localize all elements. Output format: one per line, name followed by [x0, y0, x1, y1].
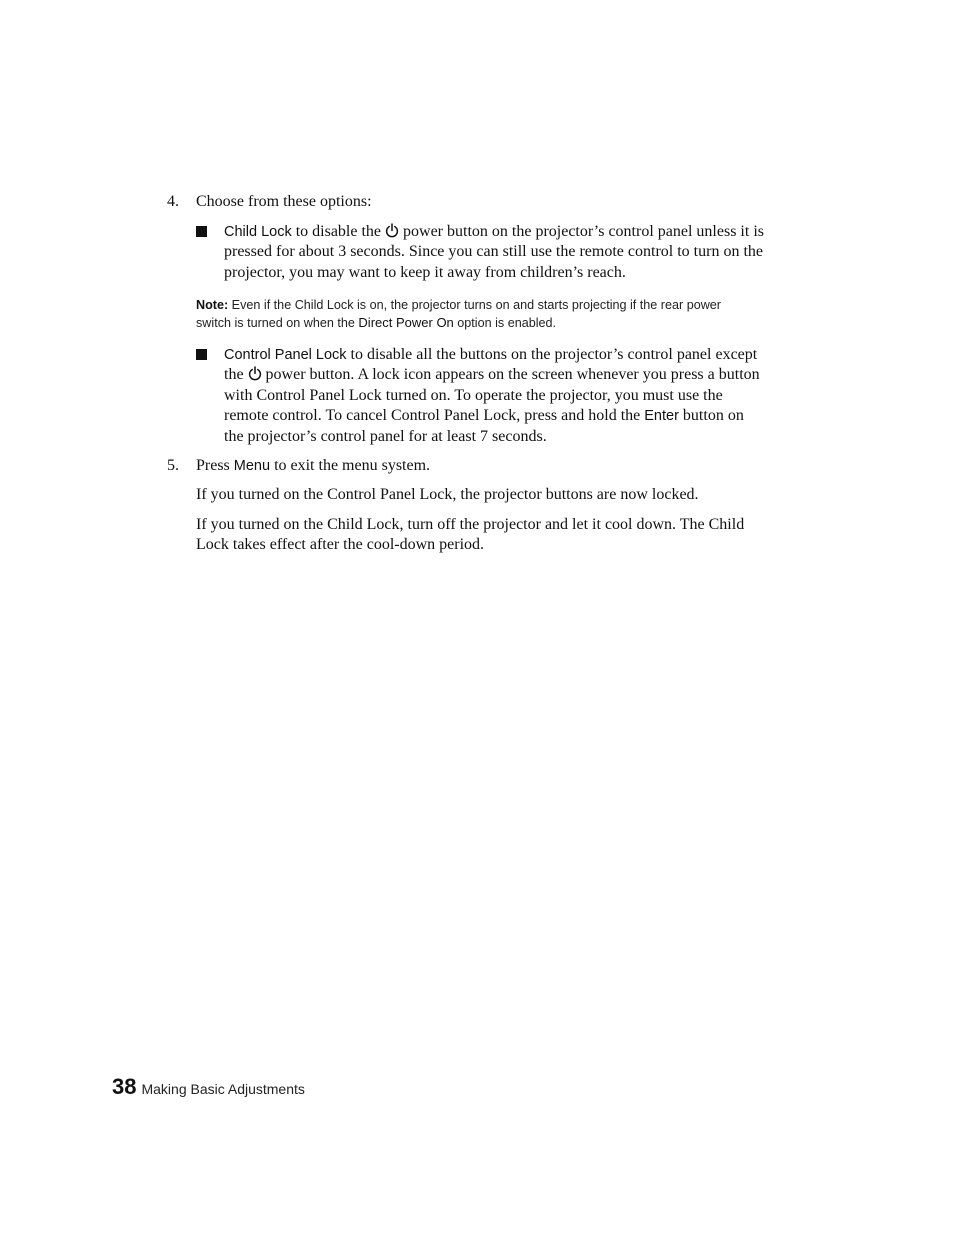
child-lock-line-3: projector, you may want to keep it away from children’s reach. — [224, 263, 626, 281]
enter-term: Enter — [644, 408, 679, 425]
section-title: Making Basic Adjustments — [141, 1081, 305, 1097]
paragraph-control-panel-lock: If you turned on the Control Panel Lock, the projector buttons are now locked. — [196, 486, 699, 503]
step-number-5: 5. — [167, 457, 179, 474]
child-lock-line-1: Child Lock to disable the power button on the projector’s control panel unless it is — [224, 223, 764, 240]
note-label: Note: — [196, 298, 229, 312]
square-bullet-icon — [196, 349, 207, 360]
note-line-1: Note: Even if the Child Lock is on, the projector turns on and starts projecting if the rear power — [196, 298, 721, 312]
cpl-line-5: the projector’s control panel for at least 7 seconds. — [224, 427, 547, 445]
note-block — [196, 297, 788, 332]
cpl-line-1: Control Panel Lock to disable all the buttons on the projector’s control panel except — [224, 346, 758, 363]
note-line-2: switch is turned on when the Direct Power On option is enabled. — [196, 315, 557, 330]
cpl-line-3: with Control Panel Lock turned on. To operate the projector, you must use the — [224, 386, 723, 404]
child-lock-bullet — [224, 222, 786, 283]
step-5-text: Press Menu to exit the menu system. — [196, 457, 431, 474]
direct-power-on-term: Direct Power On — [358, 315, 454, 330]
paragraph-child-lock: If you turned on the Child Lock, turn off the projector and let it cool down. The Child Lock takes effect after the cool-down period. — [196, 516, 745, 554]
page-number: 38 — [112, 1074, 137, 1099]
menu-term: Menu — [233, 458, 271, 474]
power-icon — [248, 366, 262, 381]
control-panel-lock-term: Control Panel Lock — [224, 347, 347, 363]
power-icon — [385, 223, 399, 238]
child-lock-line-2: pressed for about 3 seconds. Since you can still use the remote control to turn on the — [224, 243, 763, 261]
step-number-4: 4. — [167, 193, 179, 210]
child-lock-term: Child Lock — [224, 224, 292, 240]
cpl-line-4: remote control. To cancel Control Panel Lock, press and hold the Enter button on — [224, 407, 744, 425]
cpl-line-2: the power button. A lock icon appears on the screen whenever you press a button — [224, 366, 760, 384]
page-footer — [112, 1074, 305, 1100]
step-4-text: Choose from these options: — [196, 193, 372, 210]
control-panel-lock-bullet — [224, 345, 786, 447]
square-bullet-icon — [196, 226, 207, 237]
